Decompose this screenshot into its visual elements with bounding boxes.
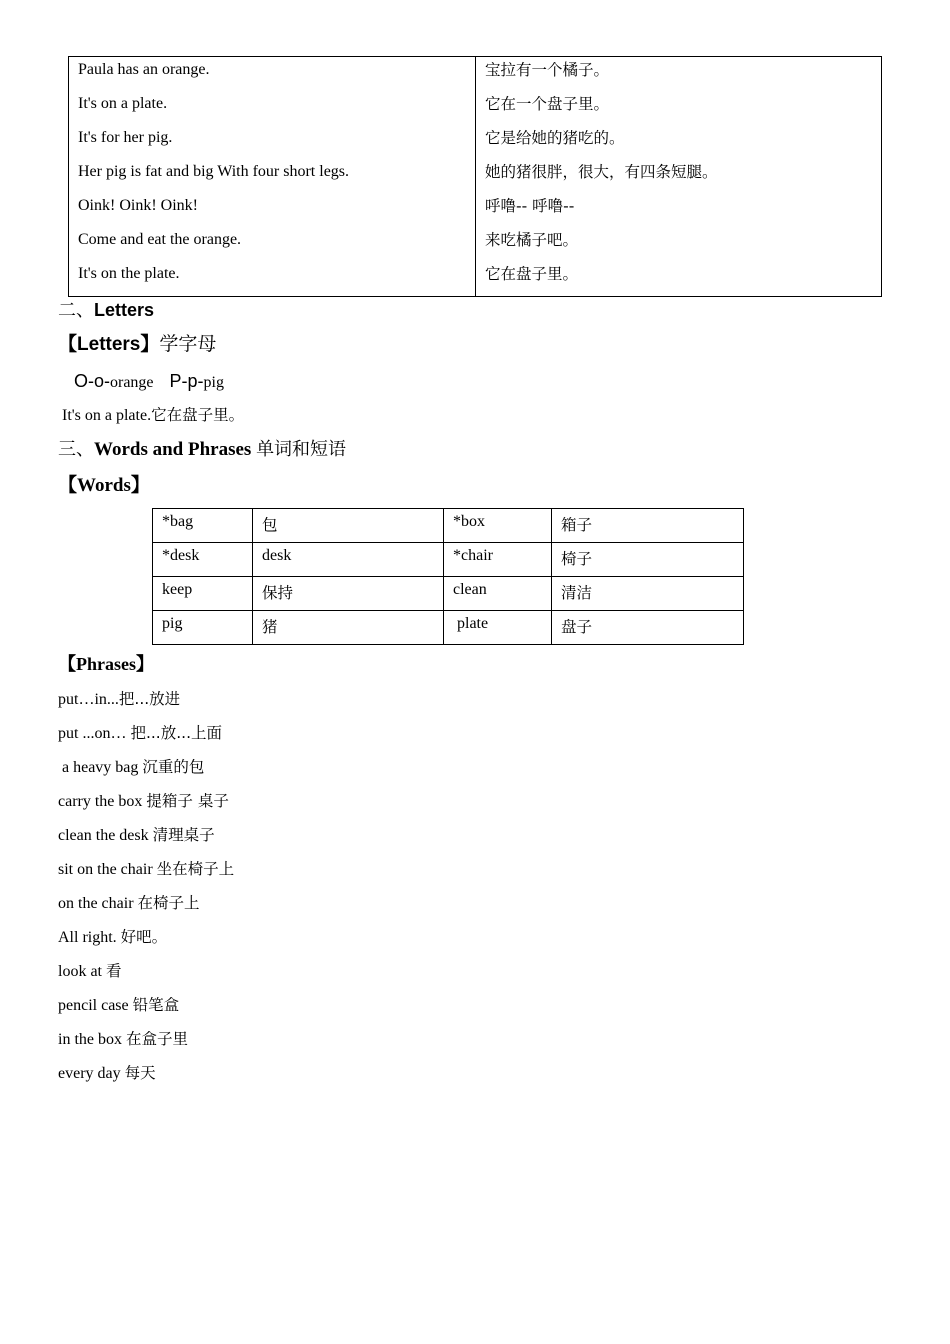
phrase-en: clean the desk [58,827,153,844]
phrase-zh: 好吧。 [120,928,168,946]
list-item [58,1063,156,1084]
table-cell: *desk [153,543,253,577]
section-title: Letters [94,300,155,320]
dialogue-zh: 她的猪很胖，很大，有四条短腿。 [485,163,718,181]
phrase-en: carry the box [58,793,147,810]
dialogue-zh: 它在盘子里。 [485,265,579,283]
letters-subheading [58,332,216,357]
list-item [58,757,204,778]
dialogue-en: Paula has an orange. [78,61,210,78]
bracket-open: 【 [58,333,78,355]
phrase-zh: 每天 [124,1064,156,1082]
phrase-zh: 把...放进 [118,690,181,708]
dialogue-zh: 来吃橘子吧。 [485,231,579,249]
phrase-zh: 清理桌子 [152,826,215,844]
table-cell: 箱子 [552,509,744,543]
list-item [58,927,167,948]
letters-label: Letters [77,334,141,355]
phrase-en: in the box [58,1031,126,1048]
letters-line [74,370,224,394]
list-item [58,791,229,812]
phrase-en: All right. [58,929,121,946]
table-row [153,543,744,577]
phrase-en: put ...on… [58,725,131,742]
table-cell: *bag [153,509,253,543]
list-item [58,961,122,982]
words-table [152,508,744,645]
table-row [153,577,744,611]
phrase-zh: 坐在椅子上 [156,860,235,878]
phrase-en: a heavy bag [58,759,143,776]
table-cell: 猪 [253,611,444,645]
list-item [58,825,215,846]
dialogue-table [68,56,882,297]
section-title: Words and Phrases [94,439,252,460]
section-2-heading [58,298,154,323]
phrase-zh: 在椅子上 [137,894,200,912]
table-cell: *box [444,509,552,543]
phrase-en: pencil case [58,997,133,1014]
list-item [58,689,180,710]
word-o: orange [110,374,154,391]
phrase-zh: 提箱子 桌子 [146,792,229,810]
dialogue-zh: 宝拉有一个橘子。 [485,61,610,79]
table-row [153,509,744,543]
sentence-en: It's on a plate. [62,407,152,424]
letters-label-zh: 学字母 [159,333,217,355]
phrase-zh: 在盒子里 [126,1030,189,1048]
letter-o: O-o- [74,371,110,391]
phrase-zh: 看 [106,962,122,980]
section-number: 二、 [58,300,94,321]
list-item [58,1029,188,1050]
sentence-zh: 它在盘子里。 [151,406,245,424]
table-cell: *chair [444,543,552,577]
phrase-en: every day [58,1065,125,1082]
table-cell: 保持 [253,577,444,611]
dialogue-en: It's for her pig. [78,129,173,146]
phrase-en: sit on the chair [58,861,157,878]
phrase-zh: 把...放...上面 [130,724,223,742]
word-p: pig [203,374,224,391]
dialogue-en: Oink! Oink! Oink! [78,197,198,214]
dialogue-en: It's on the plate. [78,265,180,282]
phrase-en: look at [58,963,106,980]
table-cell: clean [444,577,552,611]
list-item [58,995,179,1016]
table-cell: 清洁 [552,577,744,611]
phrases-label: 【Phrases】 [58,654,154,674]
table-cell: 盘子 [552,611,744,645]
list-item [58,723,222,744]
table-cell: desk [253,543,444,577]
words-label: 【Words】 [58,475,150,496]
phrase-en: on the chair [58,895,138,912]
table-row [153,611,744,645]
section-title-zh: 单词和短语 [256,439,347,460]
table-cell: 包 [253,509,444,543]
dialogue-zh: 呼噜-- 呼噜-- [485,197,575,215]
phrase-zh: 铅笔盒 [132,996,180,1014]
dialogue-en: Her pig is fat and big With four short legs. [78,163,350,180]
dialogue-en: It's on a plate. [78,95,168,112]
table-cell: keep [153,577,253,611]
table-cell: 椅子 [552,543,744,577]
list-item [58,893,200,914]
phrase-en: put…in... [58,691,119,708]
letter-p: P-p- [169,371,204,391]
section-number: 三、 [58,439,94,460]
list-item [58,859,234,880]
dialogue-en: Come and eat the orange. [78,231,242,248]
section-3-heading [58,438,346,462]
dialogue-zh: 它在一个盘子里。 [485,95,610,113]
phrase-zh: 沉重的包 [142,758,205,776]
dialogue-zh: 它是给她的猪吃的。 [485,129,625,147]
column-divider [475,57,476,296]
bracket-close: 】 [140,333,160,355]
table-cell: pig [153,611,253,645]
letters-sentence [62,405,244,426]
table-cell: plate [444,611,552,645]
